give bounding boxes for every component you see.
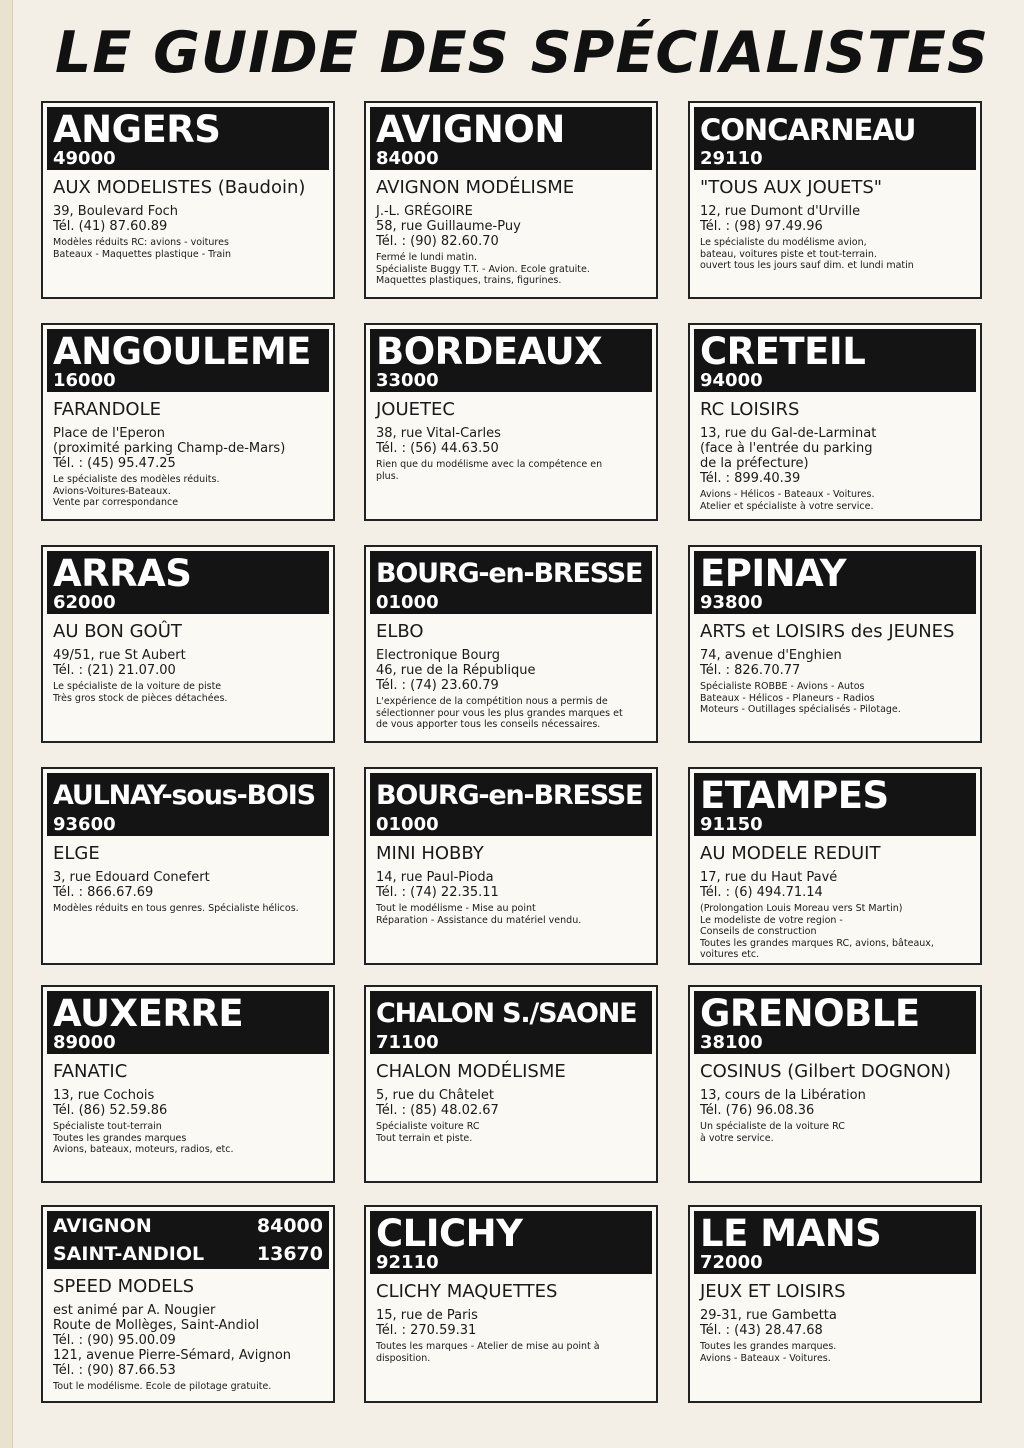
shop-name: ELGE: [53, 843, 100, 864]
note-line: Toutes les grandes marques RC, avions, bâteaux,: [700, 937, 934, 949]
city-row: [47, 1211, 329, 1239]
listing-notes: [700, 1341, 970, 1364]
listing-notes: [53, 1381, 323, 1393]
note-line: Atelier et spécialiste à votre service.: [700, 500, 874, 512]
note-line: Tout le modélisme - Mise au point: [376, 903, 536, 914]
postal-code: 01000: [376, 592, 439, 613]
city-name: BOURG-en-BRESSE: [376, 558, 643, 589]
note-line: Très gros stock de pièces détachées.: [53, 692, 228, 704]
postal-code: 93600: [53, 814, 116, 835]
listing-header: [694, 1211, 976, 1274]
listing-card: [688, 323, 982, 521]
city-name: SAINT-ANDIOL: [53, 1243, 205, 1265]
note-line: Tout le modélisme. Ecole de pilotage gratuite.: [53, 1381, 272, 1392]
address-line: Tél. (86) 52.59.86: [53, 1103, 168, 1118]
note-line: disposition.: [376, 1352, 431, 1364]
shop-name: CHALON MODÉLISME: [376, 1061, 566, 1082]
address-line: 15, rue de Paris: [376, 1308, 478, 1323]
postal-code: 91150: [700, 814, 763, 835]
address-line: (face à l'entrée du parking: [700, 441, 873, 456]
listing-header: [694, 107, 976, 170]
postal-code: 72000: [700, 1252, 763, 1273]
listing-header: [370, 329, 652, 392]
address-line: 13, rue Cochois: [53, 1088, 155, 1103]
address-line: Tél. : 826.70.77: [700, 663, 801, 678]
postal-code: 62000: [53, 592, 116, 613]
address-line: 12, rue Dumont d'Urville: [700, 204, 861, 219]
address-line: Tél. : 270.59.31: [376, 1323, 477, 1338]
address-line: 39, Boulevard Foch: [53, 204, 179, 219]
listing-card: [364, 545, 658, 743]
shop-name: FARANDOLE: [53, 399, 161, 420]
city-name: CHALON S./SAONE: [376, 998, 637, 1029]
note-line: Avions, bateaux, moteurs, radios, etc.: [53, 1144, 234, 1155]
address-line: (proximité parking Champ-de-Mars): [53, 441, 286, 456]
listing-header: [370, 773, 652, 836]
listing-header: [694, 329, 976, 392]
city-name: BORDEAUX: [376, 330, 603, 373]
listing-body: [43, 836, 333, 915]
city-name: AUXERRE: [53, 992, 244, 1035]
listing-header: [370, 107, 652, 170]
address-line: 14, rue Paul-Pioda: [376, 870, 494, 885]
postal-code: 13670: [256, 1243, 323, 1265]
shop-name: COSINUS (Gilbert DOGNON): [700, 1061, 952, 1082]
listing-card: [688, 767, 982, 965]
listing-card: [41, 323, 335, 521]
listing-body: [43, 1054, 333, 1156]
address-line: Tél. (76) 96.08.36: [700, 1103, 815, 1118]
note-line: plus.: [376, 470, 399, 482]
listing-notes: [376, 1121, 646, 1144]
address-line: est animé par A. Nougier: [53, 1303, 216, 1318]
postal-code: 01000: [376, 814, 439, 835]
shop-name: RC LOISIRS: [700, 399, 800, 420]
listing-card: [688, 1205, 982, 1403]
listing-body: [366, 836, 656, 926]
address-line: 3, rue Edouard Conefert: [53, 870, 210, 885]
listing-card: [41, 101, 335, 299]
note-line: Fermé le lundi matin.: [376, 252, 478, 263]
postal-code: 38100: [700, 1032, 763, 1053]
listing-body: [366, 1054, 656, 1144]
listing-notes: [53, 681, 323, 704]
listing-body: [43, 170, 333, 260]
address-line: 5, rue du Châtelet: [376, 1088, 494, 1103]
note-line: Un spécialiste de la voiture RC: [700, 1121, 845, 1132]
listing-notes: [376, 696, 646, 731]
listing-notes: [700, 903, 970, 961]
listing-header: [47, 107, 329, 170]
city-name: BOURG-en-BRESSE: [376, 780, 643, 811]
postal-code: 84000: [256, 1215, 323, 1237]
listing-body: [366, 614, 656, 731]
listing-notes: [53, 474, 323, 509]
city-name: AULNAY-sous-BOIS: [53, 780, 315, 811]
listing-body: [690, 614, 980, 716]
shop-name: SPEED MODELS: [53, 1276, 194, 1297]
note-line: Spécialiste tout-terrain: [53, 1121, 162, 1132]
postal-code: 89000: [53, 1032, 116, 1053]
note-line: Modèles réduits en tous genres. Spécialiste hélicos.: [53, 903, 299, 914]
listing-card: [41, 767, 335, 965]
note-line: Conseils de construction: [700, 926, 817, 937]
note-line: Toutes les marques - Atelier de mise au point à: [376, 1341, 600, 1352]
address-line: 13, cours de la Libération: [700, 1088, 866, 1103]
postal-code: 49000: [53, 148, 116, 169]
note-line: Toutes les grandes marques.: [700, 1341, 837, 1352]
postal-code: 84000: [376, 148, 439, 169]
address-line: Tél. : (90) 82.60.70: [376, 234, 499, 249]
address-line: Electronique Bourg: [376, 648, 501, 663]
note-line: L'expérience de la compétition nous a permis de: [376, 696, 608, 707]
address-line: Place de l'Eperon: [53, 426, 165, 441]
address-line: J.-L. GRÉGOIRE: [376, 204, 473, 219]
address-line: 17, rue du Haut Pavé: [700, 870, 838, 885]
shop-name: AU MODELE REDUIT: [700, 843, 881, 864]
shop-name: "TOUS AUX JOUETS": [700, 177, 883, 198]
listing-card: [688, 985, 982, 1183]
city-name: AVIGNON: [376, 108, 565, 151]
listing-body: [43, 392, 333, 509]
listing-body: [43, 1269, 333, 1393]
note-line: voitures etc.: [700, 949, 760, 960]
listing-notes: [53, 1121, 323, 1156]
listing-card: [41, 985, 335, 1183]
address-line: 29-31, rue Gambetta: [700, 1308, 837, 1323]
listing-body: [690, 1054, 980, 1144]
note-line: sélectionner pour vous les plus grandes marques et: [376, 707, 623, 719]
note-line: Le spécialiste de la voiture de piste: [53, 681, 222, 692]
listing-notes: [376, 903, 646, 926]
note-line: Avions - Hélicos - Bateaux - Voitures.: [700, 489, 875, 500]
listing-body: [43, 614, 333, 704]
listing-card: [364, 767, 658, 965]
note-line: Spécialiste ROBBE - Avions - Autos: [700, 681, 865, 692]
listing-body: [366, 170, 656, 287]
page-edge: [0, 0, 13, 1448]
shop-name: FANATIC: [53, 1061, 128, 1082]
note-line: Le spécialiste des modèles réduits.: [53, 474, 220, 485]
address-line: Tél. : 899.40.39: [700, 471, 801, 486]
note-line: Bateaux - Hélicos - Planeurs - Radios: [700, 692, 875, 704]
listing-card: [364, 985, 658, 1183]
address-line: 121, avenue Pierre-Sémard, Avignon: [53, 1348, 292, 1363]
address-line: Tél. : (21) 21.07.00: [53, 663, 176, 678]
shop-name: JEUX ET LOISIRS: [700, 1281, 846, 1302]
listing-card: [364, 101, 658, 299]
listing-notes: [700, 1121, 970, 1144]
address-line: Tél. : (56) 44.63.50: [376, 441, 499, 456]
listing-header: [694, 551, 976, 614]
address-line: Tél. : (6) 494.71.14: [700, 885, 823, 900]
address-line: Tél. : (74) 22.35.11: [376, 885, 499, 900]
listing-header: [694, 773, 976, 836]
shop-name: MINI HOBBY: [376, 843, 484, 864]
address-line: 74, avenue d'Enghien: [700, 648, 842, 663]
city-name: ANGOULEME: [53, 330, 311, 373]
listing-notes: [53, 903, 323, 915]
note-line: Rien que du modélisme avec la compétence en: [376, 459, 603, 470]
shop-name: JOUETEC: [376, 399, 455, 420]
note-line: (Prolongation Louis Moreau vers St Martin): [700, 903, 903, 914]
note-line: de vous apporter tous les conseils nécessaires.: [376, 719, 601, 730]
address-line: Tél. (41) 87.60.89: [53, 219, 168, 234]
listing-header: [47, 1211, 329, 1269]
listing-notes: [376, 1341, 646, 1364]
address-line: 38, rue Vital-Carles: [376, 426, 501, 441]
listing-notes: [376, 459, 646, 482]
postal-code: 94000: [700, 370, 763, 391]
listing-notes: [700, 681, 970, 716]
listing-card: [688, 545, 982, 743]
listing-header: [694, 991, 976, 1054]
postal-code: 71100: [376, 1032, 439, 1053]
note-line: Le modeliste de votre region -: [700, 914, 843, 926]
shop-name: AUX MODELISTES (Baudoin): [53, 177, 306, 198]
listing-card: [688, 101, 982, 299]
address-line: Tél. : (74) 23.60.79: [376, 678, 499, 693]
address-line: Tél. : (85) 48.02.67: [376, 1103, 499, 1118]
listing-header: [370, 991, 652, 1054]
note-line: Avions - Bateaux - Voitures.: [700, 1352, 831, 1364]
note-line: Tout terrain et piste.: [376, 1132, 473, 1144]
city-name: ANGERS: [53, 108, 221, 151]
city-name: CLICHY: [376, 1212, 523, 1255]
postal-code: 92110: [376, 1252, 439, 1273]
note-line: à votre service.: [700, 1132, 774, 1144]
listing-card: [364, 1205, 658, 1403]
note-line: Réparation - Assistance du matériel vendu.: [376, 914, 582, 926]
city-name: CONCARNEAU: [700, 113, 916, 147]
note-line: Le spécialiste du modélisme avion,: [700, 237, 867, 248]
address-line: Tél. : 866.67.69: [53, 885, 154, 900]
note-line: bateau, voitures piste et tout-terrain.: [700, 248, 877, 260]
note-line: Bateaux - Maquettes plastique - Train: [53, 248, 231, 260]
postal-code: 93800: [700, 592, 763, 613]
address-line: Tél. : (43) 28.47.68: [700, 1323, 823, 1338]
listing-notes: [700, 489, 970, 512]
address-line: Tél. : (45) 95.47.25: [53, 456, 176, 471]
address-line: de la préfecture): [700, 456, 809, 471]
listing-body: [366, 392, 656, 482]
listing-card: [364, 323, 658, 521]
city-name: ARRAS: [53, 552, 192, 595]
postal-code: 29110: [700, 148, 763, 169]
city-name: AVIGNON: [53, 1215, 152, 1237]
city-name: CRETEIL: [700, 330, 866, 373]
note-line: Avions-Voitures-Bateaux.: [53, 485, 171, 497]
address-line: Tél. : (90) 95.00.09: [53, 1333, 176, 1348]
shop-name: CLICHY MAQUETTES: [376, 1281, 558, 1302]
shop-name: AU BON GOÛT: [53, 621, 182, 642]
city-name: GRENOBLE: [700, 992, 920, 1035]
address-line: Route de Mollèges, Saint-Andiol: [53, 1318, 260, 1333]
city-name: EPINAY: [700, 552, 847, 595]
listing-body: [366, 1274, 656, 1364]
shop-name: ARTS et LOISIRS des JEUNES: [700, 621, 955, 642]
address-line: 58, rue Guillaume-Puy: [376, 219, 521, 234]
page-title: LE GUIDE DES SPÉCIALISTES: [55, 20, 989, 86]
address-line: Tél. : (90) 87.66.53: [53, 1363, 176, 1378]
note-line: Maquettes plastiques, trains, figurines.: [376, 275, 562, 286]
city-name: LE MANS: [700, 1212, 882, 1255]
listing-header: [47, 329, 329, 392]
note-line: Toutes les grandes marques: [53, 1132, 187, 1144]
city-row: [47, 1239, 329, 1267]
listing-body: [690, 1274, 980, 1364]
address-line: 46, rue de la République: [376, 663, 536, 678]
shop-name: AVIGNON MODÉLISME: [376, 177, 575, 198]
shop-name: ELBO: [376, 621, 424, 642]
listing-notes: [53, 237, 323, 260]
listing-notes: [700, 237, 970, 272]
address-line: 13, rue du Gal-de-Larminat: [700, 426, 877, 441]
note-line: ouvert tous les jours sauf dim. et lundi matin: [700, 260, 914, 271]
listing-header: [370, 1211, 652, 1274]
listing-body: [690, 170, 980, 272]
listing-notes: [376, 252, 646, 287]
postal-code: 33000: [376, 370, 439, 391]
note-line: Spécialiste voiture RC: [376, 1121, 480, 1132]
listing-card: [41, 545, 335, 743]
city-name: ETAMPES: [700, 774, 889, 817]
listing-header: [370, 551, 652, 614]
note-line: Spécialiste Buggy T.T. - Avion. Ecole gratuite.: [376, 263, 590, 275]
listing-body: [690, 392, 980, 512]
address-line: 49/51, rue St Aubert: [53, 648, 186, 663]
note-line: Modèles réduits RC: avions - voitures: [53, 237, 229, 248]
listing-header: [47, 551, 329, 614]
note-line: Moteurs - Outillages spécialisés - Pilotage.: [700, 704, 901, 715]
postal-code: 16000: [53, 370, 116, 391]
listing-header: [47, 991, 329, 1054]
listing-card: [41, 1205, 335, 1403]
note-line: Vente par correspondance: [53, 497, 179, 508]
listing-body: [690, 836, 980, 961]
listing-header: [47, 773, 329, 836]
address-line: Tél. : (98) 97.49.96: [700, 219, 823, 234]
